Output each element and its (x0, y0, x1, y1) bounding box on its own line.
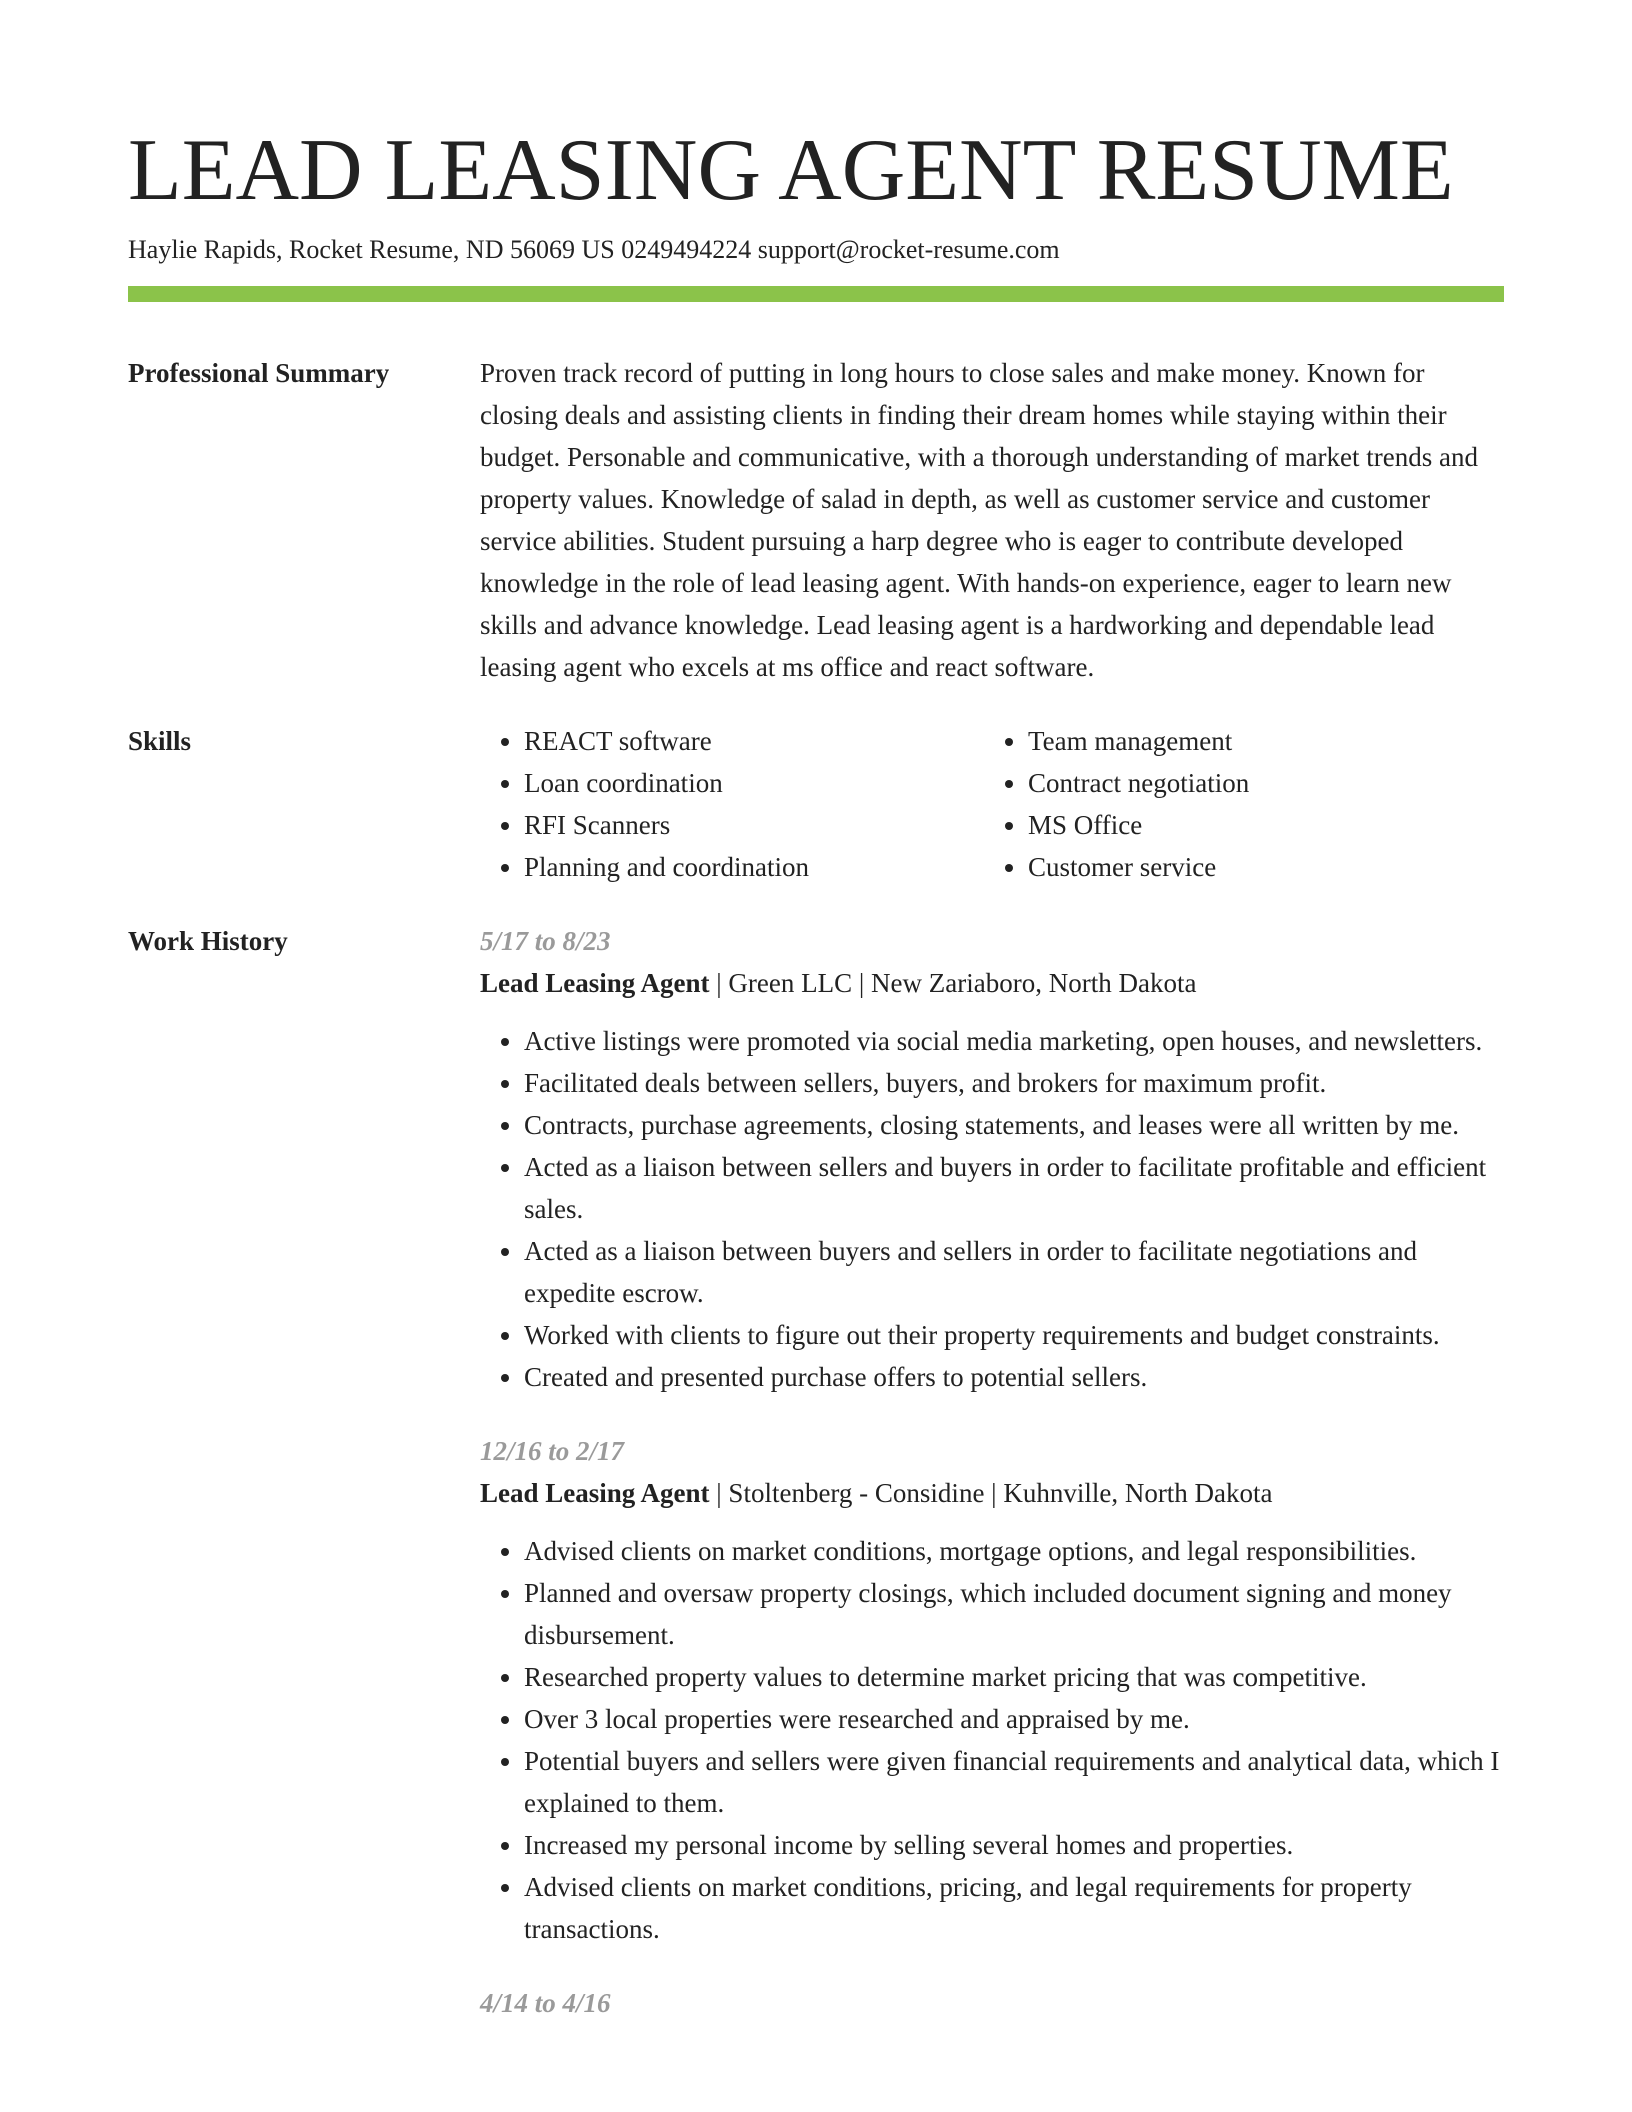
job-bullet: • Worked with clients to figure out their property requirements and budget constraints. (524, 1314, 1504, 1356)
skill-item: • Team management (1028, 720, 1488, 762)
job-bullet: • Researched property values to determine market pricing that was competitive. (524, 1656, 1504, 1698)
job-dates: 12/16 to 2/17 (480, 1436, 625, 1466)
job-details: | Green LLC | New Zariaboro, North Dakota (709, 968, 1197, 998)
section-label-skills: Skills (128, 726, 192, 756)
skill-item: • Loan coordination (524, 762, 984, 804)
skills-grid (480, 720, 1504, 888)
section-label-summary: Professional Summary (128, 358, 390, 388)
job-entry (480, 920, 1504, 1398)
skills-column-right (984, 720, 1488, 888)
job-heading (480, 962, 1504, 1004)
job-details: | Stoltenberg - Considine | Kuhnville, North Dakota (709, 1478, 1273, 1508)
job-entry (480, 1982, 1504, 2024)
skill-item: • RFI Scanners (524, 804, 984, 846)
job-bullet: • Active listings were promoted via social media marketing, open houses, and newsletters. (524, 1020, 1504, 1062)
job-bullet: • Acted as a liaison between sellers and buyers in order to facilitate profitable and efficient sales. (524, 1146, 1504, 1230)
accent-divider (128, 286, 1504, 302)
job-bullet: • Planned and oversaw property closings, which included document signing and money disbursement. (524, 1572, 1504, 1656)
job-dates: 4/14 to 4/16 (480, 1988, 611, 2018)
job-bullet: • Facilitated deals between sellers, buyers, and brokers for maximum profit. (524, 1062, 1504, 1104)
job-title: Lead Leasing Agent (480, 968, 710, 998)
skills-section (128, 720, 1504, 888)
job-entry (480, 1430, 1504, 1950)
skill-item: • Customer service (1028, 846, 1488, 888)
job-heading (480, 1472, 1504, 1514)
resume-title: LEAD LEASING AGENT RESUME (128, 122, 1454, 219)
contact-line: Haylie Rapids, Rocket Resume, ND 56069 US 0249494224 support@rocket-resume.com (128, 235, 1060, 264)
job-bullet: • Increased my personal income by selling several homes and properties. (524, 1824, 1504, 1866)
job-bullet: • Created and presented purchase offers to potential sellers. (524, 1356, 1504, 1398)
job-bullet: • Advised clients on market conditions, pricing, and legal requirements for property transactions. (524, 1866, 1504, 1950)
job-title: Lead Leasing Agent (480, 1478, 710, 1508)
professional-summary-section (128, 352, 1504, 688)
job-bullet: • Acted as a liaison between buyers and sellers in order to facilitate negotiations and expedite escrow. (524, 1230, 1504, 1314)
work-history-section (128, 920, 1504, 2056)
job-bullet-list (480, 1020, 1504, 1398)
skills-column-left (480, 720, 984, 888)
section-label-work-history: Work History (128, 926, 288, 956)
resume-page (128, 118, 1504, 2056)
skill-item: • Contract negotiation (1028, 762, 1488, 804)
job-bullet: • Potential buyers and sellers were given financial requirements and analytical data, which I explained to them. (524, 1740, 1504, 1824)
job-bullet-list (480, 1530, 1504, 1950)
summary-text: Proven track record of putting in long hours to close sales and make money. Known for closing deals and assisting clients in finding their dream homes while staying within their budget. Personable and communicative, with a thorough understanding of market trends and property values. Knowledge of salad in depth, as well as customer service and customer service abilities. Student pursuing a harp degree who is eager to contribute developed knowledge in the role of lead leasing agent. With hands-on experience, eager to learn new skills and advance knowledge. Lead leasing agent is a hardworking and dependable lead leasing agent who excels at ms office and react software. (480, 358, 1478, 682)
job-dates: 5/17 to 8/23 (480, 926, 611, 956)
job-bullet: • Contracts, purchase agreements, closing statements, and leases were all written by me. (524, 1104, 1504, 1146)
job-bullet: • Over 3 local properties were researched and appraised by me. (524, 1698, 1504, 1740)
job-bullet: • Advised clients on market conditions, mortgage options, and legal responsibilities. (524, 1530, 1504, 1572)
skill-item: • MS Office (1028, 804, 1488, 846)
skill-item: • REACT software (524, 720, 984, 762)
skill-item: • Planning and coordination (524, 846, 984, 888)
